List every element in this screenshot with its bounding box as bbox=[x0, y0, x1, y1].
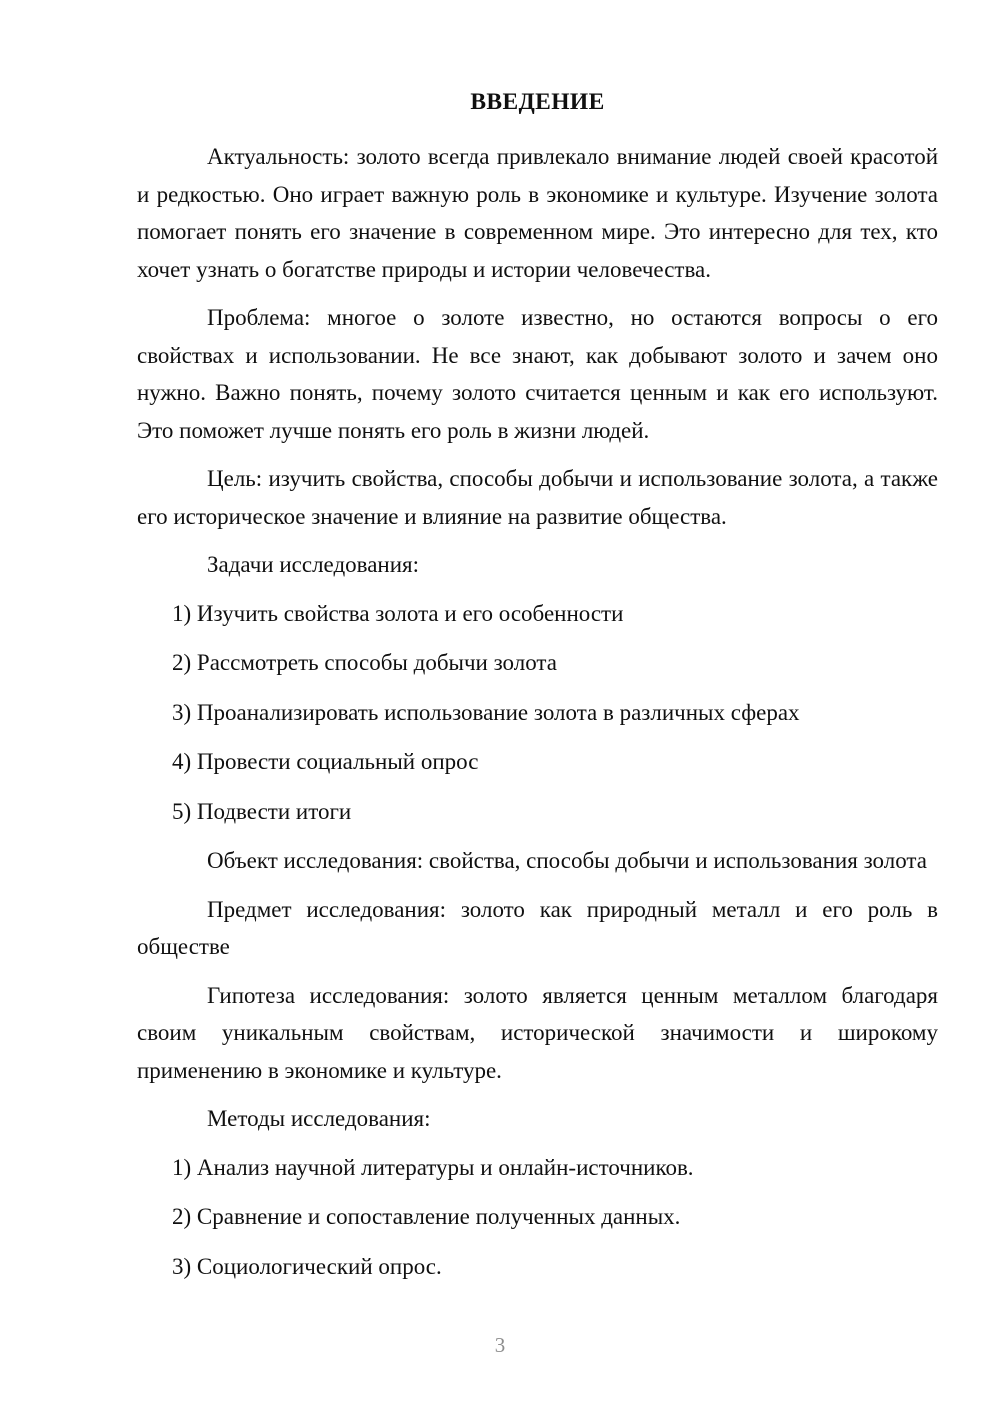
page-title: ВВЕДЕНИЕ bbox=[470, 89, 605, 115]
paragraph-relevance: Актуальность: золото всегда привлекало внимание людей своей красотой и редкостью. Оно играет важную роль в экономике и культуре. Изучение золота помогает понять его значение в современном мире. Это интересно для тех, кто хочет узнать о богатстве природы и истории человечества. bbox=[137, 144, 938, 282]
methods-heading: Методы исследования: bbox=[207, 1106, 431, 1132]
paragraph-subject: Предмет исследования: золото как природный металл и его роль в обществе bbox=[137, 896, 938, 960]
document-content bbox=[137, 88, 938, 1297]
list-item: 2) Сравнение и сопоставление полученных данных. bbox=[172, 1204, 681, 1230]
list-item: 3) Социологический опрос. bbox=[172, 1253, 442, 1279]
list-item: 2) Рассмотреть способы добычи золота bbox=[172, 650, 557, 676]
list-item: 4) Провести социальный опрос bbox=[172, 749, 479, 775]
paragraph-hypothesis: Гипотеза исследования: золото является ценным металлом благодаря своим уникальным свойствам, исторической значимости и широкому применению в экономике и культуре. bbox=[137, 982, 938, 1083]
page-number: 3 bbox=[494, 1333, 506, 1357]
paragraph-problem: Проблема: многое о золоте известно, но остаются вопросы о его свойствах и использовании. Не все знают, как добывают золото и зачем оно нужно. Важно понять, почему золото считается ценным и как его используют. Это поможет лучше понять его роль в жизни людей. bbox=[137, 305, 938, 443]
list-item: 3) Проанализировать использование золота в различных сферах bbox=[172, 699, 800, 725]
paragraph-goal: Цель: изучить свойства, способы добычи и использование золота, а также его историческое значение и влияние на развитие общества. bbox=[137, 466, 938, 529]
list-item: 5) Подвести итоги bbox=[172, 798, 352, 824]
paragraph-object: Объект исследования: свойства, способы добычи и использования золота bbox=[207, 848, 927, 874]
list-item: 1) Изучить свойства золота и его особенности bbox=[172, 600, 624, 626]
list-item: 1) Анализ научной литературы и онлайн-источников. bbox=[172, 1154, 694, 1180]
tasks-heading: Задачи исследования: bbox=[207, 552, 420, 578]
